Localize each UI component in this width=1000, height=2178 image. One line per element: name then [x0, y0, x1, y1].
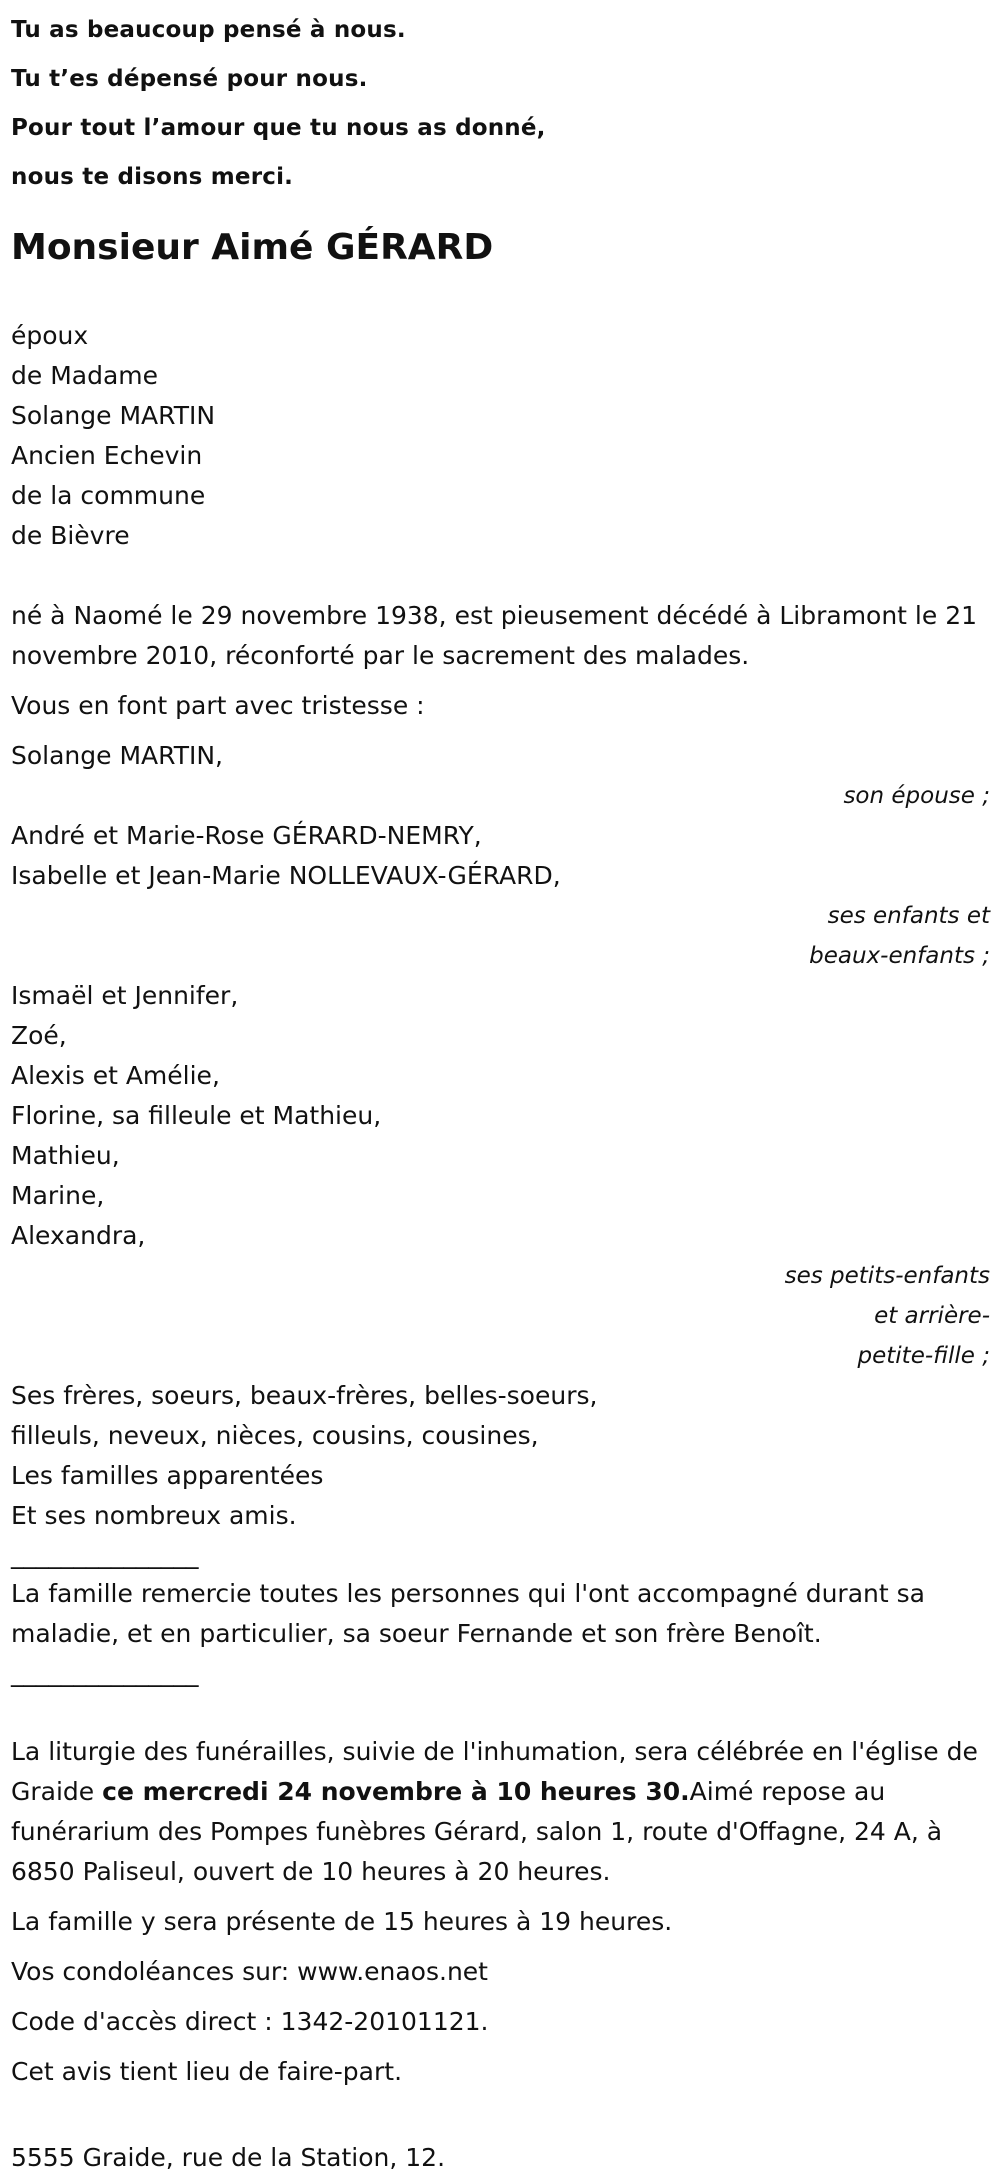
condolences-info: Vos condoléances sur: www.enaos.net: [11, 1957, 488, 1986]
thanks-message: La famille remercie toutes les personnes qui l'ont accompagné durant sa maladie, et en particulier, sa soeur Fernande et son frère Benoît.: [11, 1579, 925, 1648]
relation-label: son épouse ;: [843, 783, 990, 809]
spacer: [11, 1992, 990, 2002]
family-name: Isabelle et Jean-Marie NOLLEVAUX-GÉRARD,: [11, 861, 561, 890]
family-name: Alexis et Amélie,: [11, 1061, 220, 1090]
extended-family-line: Et ses nombreux amis.: [11, 1501, 297, 1530]
relation-label: ses enfants et: [827, 903, 990, 929]
family-presence: La famille y sera présente de 15 heures à 19 heures.: [11, 1907, 673, 1936]
family-group-children: [11, 816, 990, 976]
poem-line: Pour tout l’amour que tu nous as donné,: [11, 115, 546, 141]
poem-line: nous te disons merci.: [11, 164, 294, 190]
extended-family-line: Les familles apparentées: [11, 1461, 324, 1490]
description-line: de la commune: [11, 481, 206, 510]
description-line: de Madame: [11, 361, 159, 390]
family-name: Ismaël et Jennifer,: [11, 981, 239, 1010]
announcement-intro: Vous en font part avec tristesse :: [11, 691, 425, 720]
spacer: [11, 726, 990, 736]
relation-label: petite-fille ;: [857, 1343, 990, 1369]
family-name: Mathieu,: [11, 1141, 120, 1170]
family-name: Florine, sa filleule et Mathieu,: [11, 1101, 382, 1130]
notice-text: Cet avis tient lieu de faire-part.: [11, 2057, 403, 2086]
spacer: [11, 676, 990, 686]
access-code: Code d'accès direct : 1342-20101121.: [11, 2007, 489, 2036]
description-line: Solange MARTIN: [11, 401, 216, 430]
spacer: [11, 1942, 990, 1952]
family-name: Solange MARTIN,: [11, 741, 223, 770]
birth-death-statement: né à Naomé le 29 novembre 1938, est pieusement décédé à Libramont le 21 novembre 2010, réconforté par le sacrement des malades.: [11, 601, 978, 670]
family-group-grandchildren: [11, 976, 990, 1376]
extended-family: [11, 1376, 990, 1536]
funeral-details: [11, 1732, 990, 1892]
extended-family-line: Ses frères, soeurs, beaux-frères, belles-soeurs,: [11, 1381, 598, 1410]
family-name: André et Marie-Rose GÉRARD-NEMRY,: [11, 821, 482, 850]
deceased-description: [11, 316, 990, 556]
funeral-intro: La liturgie des funérailles, suivie de l'inhumation, sera célébrée en l'église de Graide: [11, 1737, 978, 1806]
family-name: Marine,: [11, 1181, 105, 1210]
relation-label: beaux-enfants ;: [809, 943, 990, 969]
description-line: époux: [11, 321, 89, 350]
poem-line: Tu t’es dépensé pour nous.: [11, 66, 368, 92]
spacer: [11, 556, 990, 596]
funeral-datetime: ce mercredi 24 novembre à 10 heures 30.: [102, 1777, 690, 1806]
family-name: Zoé,: [11, 1021, 67, 1050]
spacer: [11, 270, 990, 316]
spacer: [11, 1692, 990, 1732]
description-line: Ancien Echevin: [11, 441, 203, 470]
poem: [11, 0, 990, 202]
spacer: [11, 2042, 990, 2052]
deceased-name-title: Monsieur Aimé GÉRARD: [11, 227, 494, 268]
spacer: [11, 1892, 990, 1902]
funeral-rest: Aimé repose au funérarium des Pompes funèbres Gérard, salon 1, route d'Offagne, 24 A, à 6850 Paliseul, ouvert de 10 heures à 20 heures.: [11, 1777, 943, 1886]
poem-line: Tu as beaucoup pensé à nous.: [11, 17, 406, 43]
extended-family-line: filleuls, neveux, nièces, cousins, cousines,: [11, 1421, 539, 1450]
relation-label: ses petits-enfants: [784, 1263, 990, 1289]
family-address: 5555 Graide, rue de la Station, 12.: [11, 2143, 446, 2172]
description-line: de Bièvre: [11, 521, 130, 550]
family-name: Alexandra,: [11, 1221, 146, 1250]
separator-line: _______________: [11, 1540, 199, 1569]
family-group-spouse: [11, 736, 990, 816]
separator-line: _______________: [11, 1658, 199, 1687]
relation-label: et arrière-: [874, 1303, 990, 1329]
spacer: [11, 2092, 990, 2138]
